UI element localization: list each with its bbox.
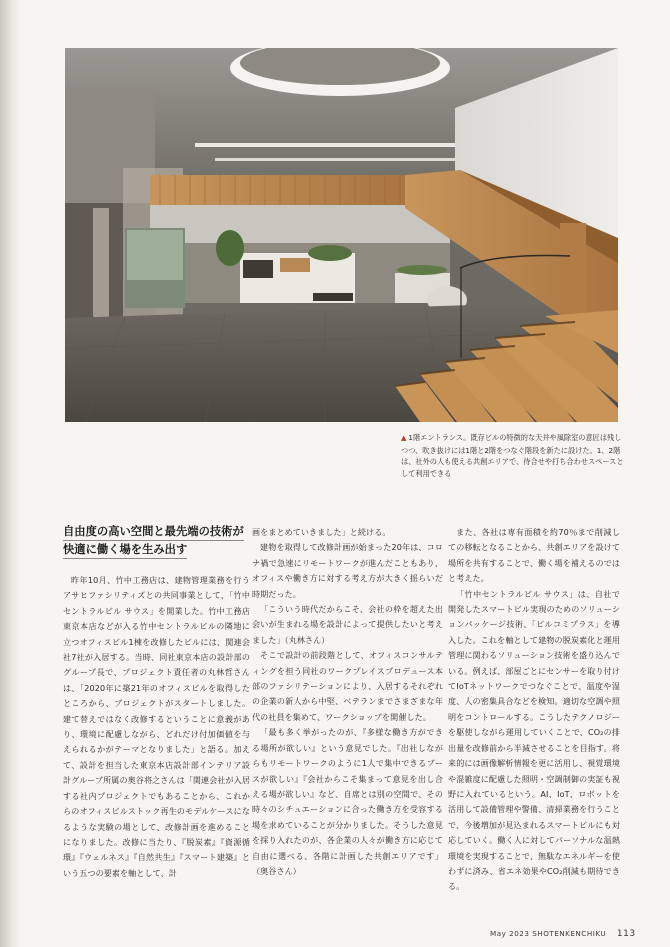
caption-text: 1階エントランス。既存ビルの特徴的な天井や風除室の意匠は残しつつ、吹き抜けには1階と2階をつなぐ階段を新たに設けた。1、2階は、社外の人も使える共創エリアで、待合せや打ち合わせスペースとして利用できる — [401, 433, 624, 478]
page-number: 113 — [616, 929, 636, 939]
caption-marker: ▲ — [401, 434, 407, 442]
body-column-3 — [448, 525, 620, 895]
col2-paragraph-2: 「こういう時代だからこそ、会社の枠を超えた出会いが生まれる場を設計によって提供したいと考えました」（丸林さん） — [252, 605, 443, 645]
col2-paragraph-4: 「最も多く挙がったのが、『多様な働き方ができる場所が欲しい』という意見でした。『出社しながらもリモートワークのように1人で集中できるブースが欲しい』『会社からこそ集まって意見を出し合える場が欲しい』など、自席とは別の空間で、その時々のシチュエーションに合った働き方を受容する場を求めていることが分かりました。そうした意見を採り入れたのが、各企業の人々が働き方に応じて自由に選べる、各階に計画した共創エリアです」（奥谷さん） — [252, 728, 443, 876]
body-column-2 — [252, 525, 443, 879]
issue-date: May 2023 — [490, 929, 530, 938]
entrance-photo — [65, 48, 618, 422]
magazine-name: SHOTENKENCHIKU — [532, 929, 607, 938]
magazine-page — [20, 0, 670, 947]
entrance-illustration — [65, 48, 618, 422]
headline-line-1: 自由度の高い空間と最先端の技術が — [63, 523, 244, 541]
photo-caption — [401, 432, 626, 479]
col3-paragraph-1: また、各社は専有面積を約70％まで削減しての移転となることから、共創エリアを設けて場所を共有することで、働く場を補えるのではと考えた。 — [448, 528, 620, 584]
body-column-1 — [63, 573, 250, 881]
headline-line-2: 快適に働く場を生み出す — [63, 541, 187, 559]
col2-continuation: 画をまとめていきました」と続ける。 — [252, 528, 391, 537]
col2-paragraph-3: そこで設計の前段階として、オフィスコンサルティングを担う同社のワークプレイスプロデュース本部のファシリテーションにより、入居するそれぞれの企業の新人から中堅、ベテランまでさまざまな年代の社員を集めて、ワークショップを開催した。 — [252, 651, 443, 722]
col1-paragraph: 昨年10月、竹中工務店は、建物管理業務を行うアサヒファシリティズとの共同事業として、「竹中セントラルビル サウス」を開業した。竹中工務店東京本店などが入る竹中セントラルビルの隣地に立つオフィスビル1棟を改修したビルには、関連会社7社が入居する。当時、同社東京本店の設計部のグループ長で、プロジェクト責任者の丸林哲さんは、「2020年に築21年のオフィスビルを取得したところから、プロジェクトがスタートしました。建て替えではなく改修するということに意義があり、環境に配慮しながら、どれだけ付加価値を与えられるかがテーマとなりました」と語る。加えて、設計を担当した東京本店設計部インテリア設計グループ所属の奥谷将之さんは「関連会社が入居する社内プロジェクトでもあることから、これからのオフィスビルストック再生のモデルケースになるような実験の場として、改修計画を進めることになりました。改修に当たり、『脱炭素』『資源循環』『ウェルネス』『自然共生』『スマート建築』という五つの要素を軸として、計 — [63, 576, 250, 878]
book-spine — [0, 0, 20, 947]
col2-paragraph-1: 建物を取得して改修計画が始まった20年は、コロナ禍で急速にリモートワークが進んだこともあり、オフィスや働き方に対する考え方が大きく揺らいだ時期だった。 — [252, 543, 443, 599]
page-footer — [490, 929, 636, 939]
section-headline — [63, 523, 263, 559]
col3-paragraph-2: 「竹中セントラルビル サウス」は、自社で開発したスマートビル実現のためのソリューションパッケージ技術、「ビルコミプラス」を導入した。これを軸として建物の脱炭素化と運用管理に関わるソリューション技術を盛り込んでいる。例えば、部屋ごとにセンサーを取り付けてIoTネットワークでつなぐことで、温度や湿度、人の密集具合などを検知。適切な空調や照明をコントロールする。こうしたテクノロジーを駆使しながら運用していくことで、CO₂の排出量を改修前から半減させることを目指す。将来的には画像解析情報を更に活用し、視覚環境や混雑度に配慮した照明・空調制御の実証も視野に入れているという。AI、IoT、ロボットを活用して設備管理や警備、清掃業務を行うことで、今後増加が見込まれるスマートビルにも対応していく。働く人に対してパーソナルな温熱環境を実現することで、無駄なエネルギーを使わずに済み、省エネ効果やCO₂削減も期待できる。 — [448, 589, 620, 892]
